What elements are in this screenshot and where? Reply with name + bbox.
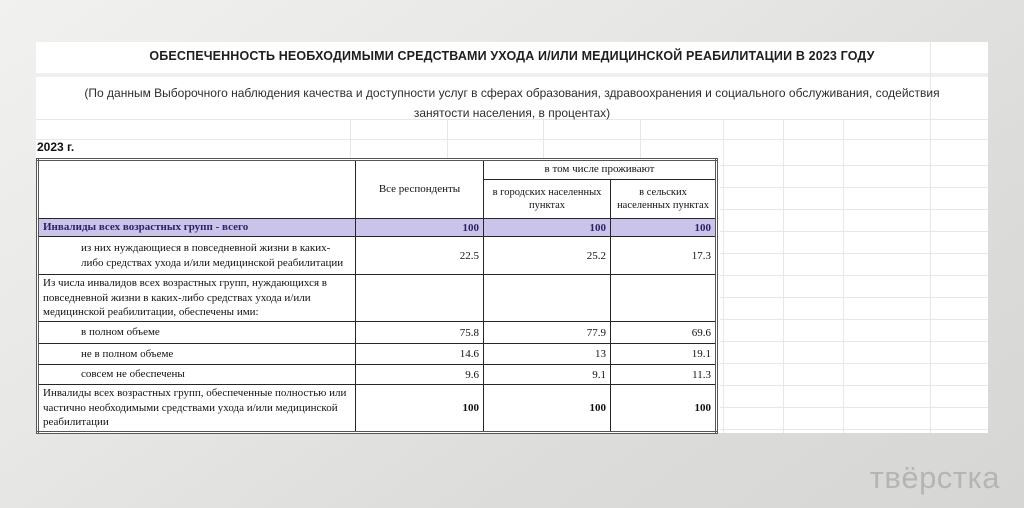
data-table [36,158,718,434]
value-urban: 13 [484,344,611,365]
value-rural: 11.3 [611,365,717,385]
value-all: 9.6 [356,365,484,385]
value-rural: 100 [611,385,717,433]
value-all: 14.6 [356,344,484,365]
row-label: Из числа инвалидов всех возрастных групп, нуждающихся в повседневной жизни в каких-либо средствах ухода и/или медицинской реабилитации, обеспечены ими: [38,275,356,322]
row-label: совсем не обеспечены [38,365,356,385]
table-row-not-provided [38,365,717,385]
table-row-partially-provided [38,344,717,365]
column-group-header-residing: в том числе проживают [484,160,717,180]
value-urban: 77.9 [484,322,611,344]
table-row-needing-care [38,237,717,275]
value-rural: 100 [611,219,717,237]
spreadsheet-area [36,42,988,433]
value-rural: 19.1 [611,344,717,365]
value-urban: 100 [484,385,611,433]
value-rural: 69.6 [611,322,717,344]
subtitle-line-1: (По данным Выборочного наблюдения качества и доступности услуг в сферах образования, здравоохранения и социального обслуживания, содействия [84,86,940,100]
page-subtitle [36,83,988,123]
row-label: Инвалиды всех возрастных групп - всего [38,219,356,237]
verstka-watermark-logo: твёрстка [869,460,1000,495]
row-label: из них нуждающиеся в повседневной жизни в каких-либо средствах ухода и/или медицинской реабилитации [38,237,356,275]
value-urban: 25.2 [484,237,611,275]
table-row-provided-total [38,385,717,433]
value-all: 22.5 [356,237,484,275]
column-header-all-respondents: Все респонденты [356,160,484,219]
value-rural: 17.3 [611,237,717,275]
corner-cell [38,160,356,219]
value-all: 75.8 [356,322,484,344]
value-all: 100 [356,219,484,237]
value-urban: 9.1 [484,365,611,385]
row-label: в полном объеме [38,322,356,344]
row-label: не в полном объеме [38,344,356,365]
row-label: Инвалиды всех возрастных групп, обеспеченные полностью или частично необходимыми средствами ухода и/или медицинской реабилитации [38,385,356,433]
table-row-total [38,219,717,237]
table-row-section-provided [38,275,717,322]
year-label: 2023 г. [37,140,75,154]
column-header-urban: в городских населенных пунктах [484,180,611,219]
value-rural [611,275,717,322]
page-title: ОБЕСПЕЧЕННОСТЬ НЕОБХОДИМЫМИ СРЕДСТВАМИ УХОДА И/ИЛИ МЕДИЦИНСКОЙ РЕАБИЛИТАЦИИ В 2023 ГОДУ [149,49,875,63]
column-header-rural: в сельских населенных пунктах [611,180,717,219]
value-all [356,275,484,322]
table-row-fully-provided [38,322,717,344]
value-urban [484,275,611,322]
value-all: 100 [356,385,484,433]
value-urban: 100 [484,219,611,237]
subtitle-line-2: занятости населения, в процентах) [413,106,611,120]
